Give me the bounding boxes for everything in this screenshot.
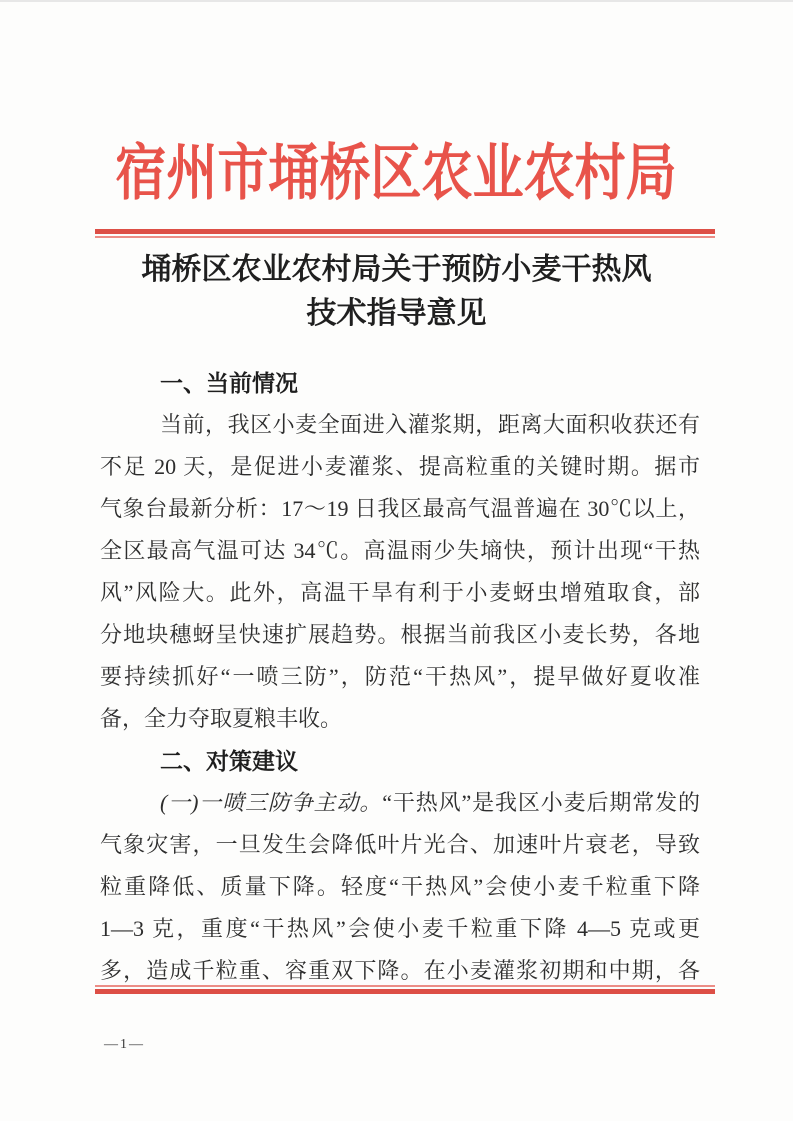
body-line: 不足 20 天，是促进小麦灌浆、提高粒重的关键时期。据市	[100, 454, 700, 479]
document-body	[100, 362, 700, 992]
section-2-heading: 二、对策建议	[160, 748, 298, 774]
body-line	[100, 782, 700, 824]
body-line: 全区最高气温可达 34℃。高温雨少失墒快，预计出现“干热	[100, 538, 700, 563]
letterhead	[0, 138, 793, 208]
body-line: 1—3 克，重度“干热风”会使小麦千粒重下降 4—5 克或更	[100, 916, 700, 941]
document-title-line-1: 埇桥区农业农村局关于预防小麦干热风	[141, 253, 652, 286]
letterhead-org-name: 宿州市埇桥区农业农村局	[115, 138, 678, 208]
section-1-heading: 一、当前情况	[160, 370, 298, 396]
document-title-line-2: 技术指导意见	[306, 297, 487, 330]
body-line: 风”风险大。此外，高温干旱有利于小麦蚜虫增殖取食，部	[100, 580, 700, 605]
body-line: 分地块穗蚜呈快速扩展趋势。根据当前我区小麦长势，各地	[100, 622, 700, 647]
subsection-lead: (一)一喷三防争主动。	[160, 790, 383, 815]
footer-separator-rule	[95, 985, 715, 994]
rule-thick-line	[95, 989, 715, 994]
body-line-text: “干热风”是我区小麦后期常发的	[382, 790, 701, 815]
page-number: —1—	[104, 1037, 145, 1052]
body-line: 气象台最新分析：17～19 日我区最高气温普遍在 30℃以上，	[100, 496, 700, 521]
body-line: 备，全力夺取夏粮丰收。	[100, 706, 343, 731]
document-title	[0, 248, 793, 336]
rule-thin-line	[95, 236, 715, 238]
body-line: 多，造成千粒重、容重双下降。在小麦灌浆初期和中期，各	[100, 958, 700, 983]
body-line: 要持续抓好“一喷三防”，防范“干热风”，提早做好夏收准	[100, 664, 700, 689]
letterhead-separator-rule	[95, 229, 715, 238]
body-line: 粒重降低、质量下降。轻度“干热风”会使小麦千粒重下降	[100, 874, 700, 899]
body-line: 气象灾害，一旦发生会降低叶片光合、加速叶片衰老，导致	[100, 832, 700, 857]
body-line: 当前，我区小麦全面进入灌浆期，距离大面积收获还有	[160, 412, 700, 437]
